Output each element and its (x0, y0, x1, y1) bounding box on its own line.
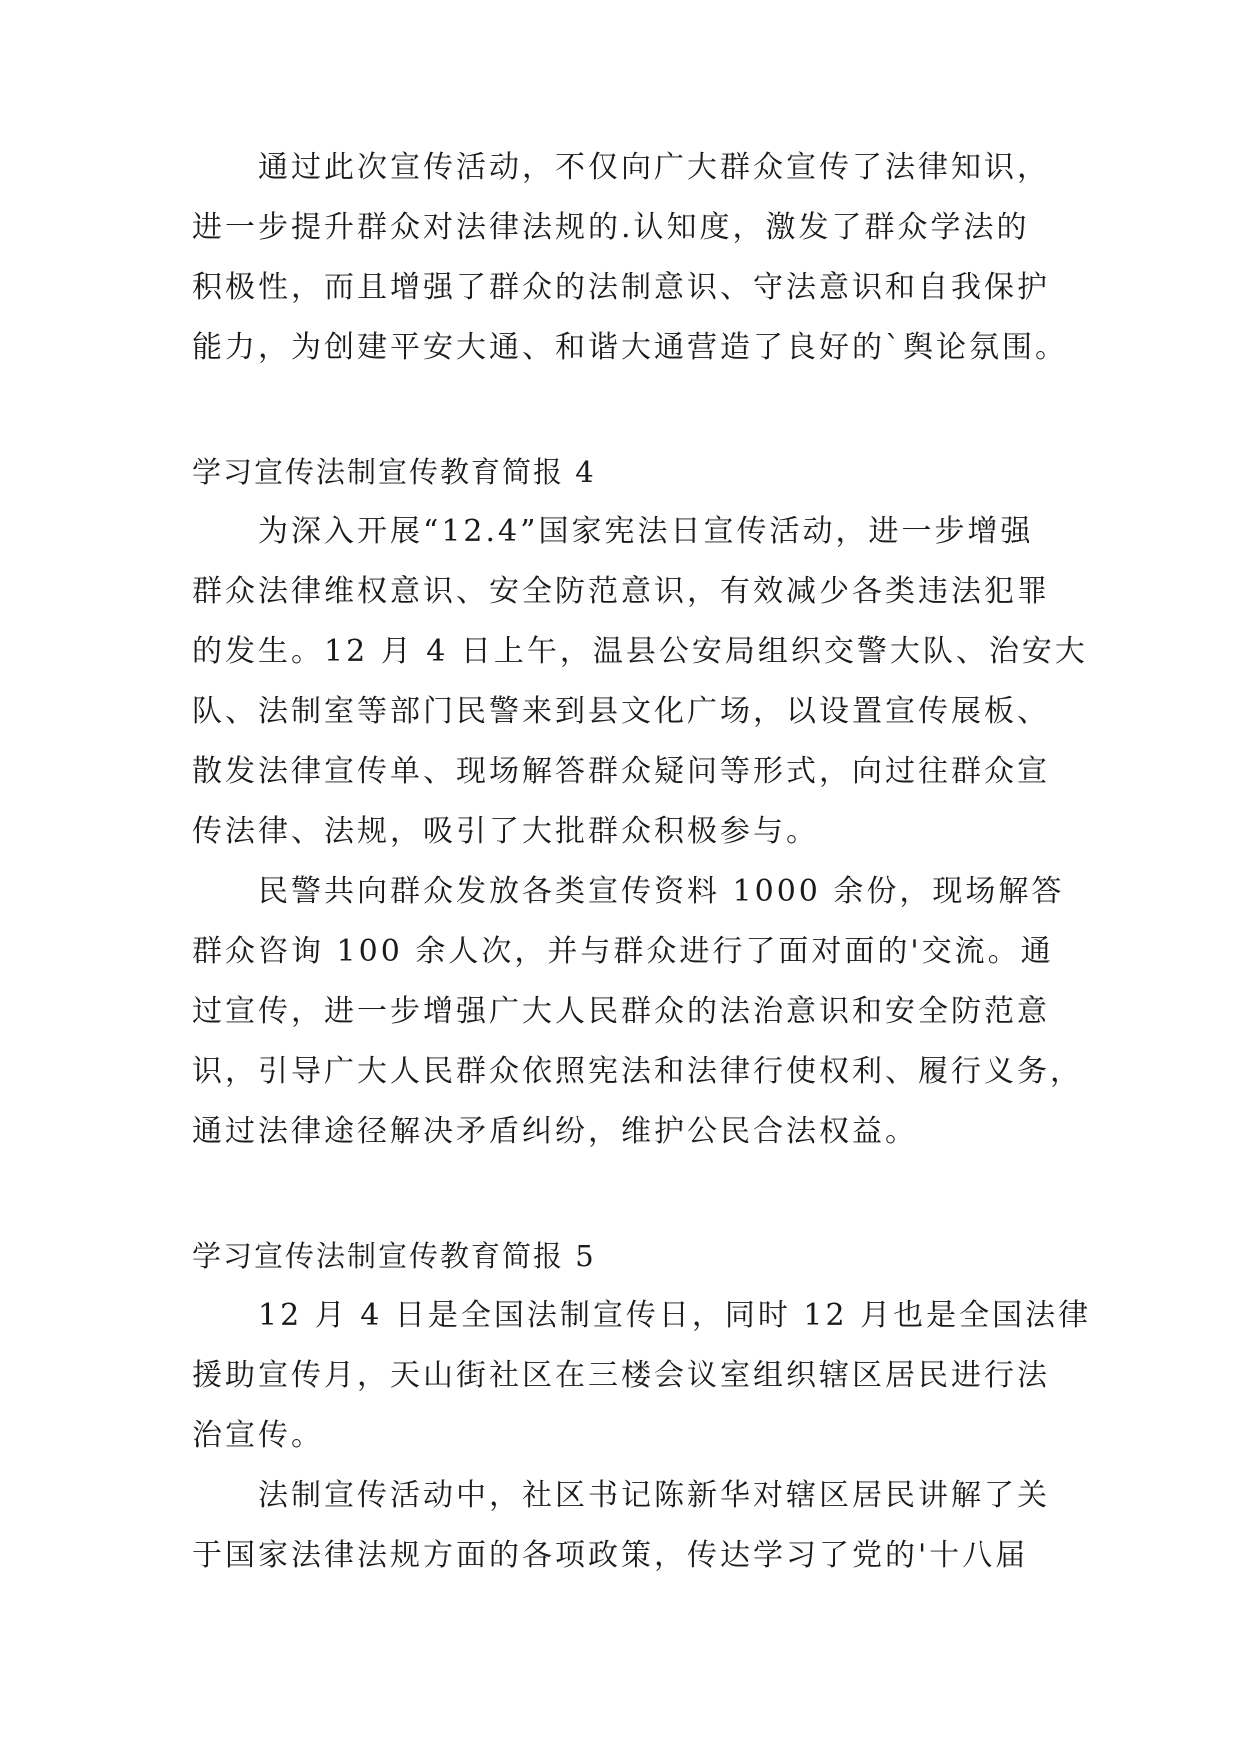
paragraph-line: 识，引导广大人民群众依照宪法和法律行使权利、履行义务， (192, 1054, 1083, 1089)
paragraph-line: 的发生。12 月 4 日上午，温县公安局组织交警大队、治安大 (192, 634, 1088, 669)
paragraph-line: 援助宣传月，天山街社区在三楼会议室组织辖区居民进行法 (192, 1358, 1050, 1393)
paragraph-line: 进一步提升群众对法律法规的.认知度，激发了群众学法的 (192, 210, 1030, 245)
paragraph-line: 散发法律宣传单、现场解答群众疑问等形式，向过往群众宣 (192, 754, 1050, 789)
paragraph-line: 传法律、法规，吸引了大批群众积极参与。 (192, 814, 819, 849)
paragraph-line: 能力，为创建平安大通、和谐大通营造了良好的`舆论氛围。 (192, 330, 1068, 365)
paragraph-line: 通过法律途径解决矛盾纠纷，维护公民合法权益。 (192, 1114, 918, 1149)
paragraph-line: 通过此次宣传活动，不仅向广大群众宣传了法律知识， (258, 150, 1050, 185)
paragraph-line: 过宣传，进一步增强广大人民群众的法治意识和安全防范意 (192, 994, 1050, 1029)
paragraph-line: 民警共向群众发放各类宣传资料 1000 余份，现场解答 (258, 874, 1065, 909)
paragraph-line: 12 月 4 日是全国法制宣传日，同时 12 月也是全国法律 (258, 1298, 1092, 1333)
paragraph-line: 队、法制室等部门民警来到县文化广场，以设置宣传展板、 (192, 694, 1050, 729)
section-heading-4: 学习宣传法制宣传教育简报 4 (192, 455, 596, 489)
paragraph-line: 群众法律维权意识、安全防范意识，有效减少各类违法犯罪 (192, 574, 1050, 609)
paragraph-line: 群众咨询 100 余人次，并与群众进行了面对面的'交流。通 (192, 934, 1054, 969)
section-heading-5: 学习宣传法制宣传教育简报 5 (192, 1239, 596, 1273)
paragraph-line: 治宣传。 (192, 1418, 324, 1453)
paragraph-line: 为深入开展“12.4”国家宪法日宣传活动，进一步增强 (258, 514, 1034, 549)
paragraph-line: 积极性，而且增强了群众的法制意识、守法意识和自我保护 (192, 270, 1050, 305)
paragraph-line: 于国家法律法规方面的各项政策，传达学习了党的'十八届 (192, 1538, 1029, 1573)
paragraph-line: 法制宣传活动中，社区书记陈新华对辖区居民讲解了关 (258, 1478, 1050, 1513)
